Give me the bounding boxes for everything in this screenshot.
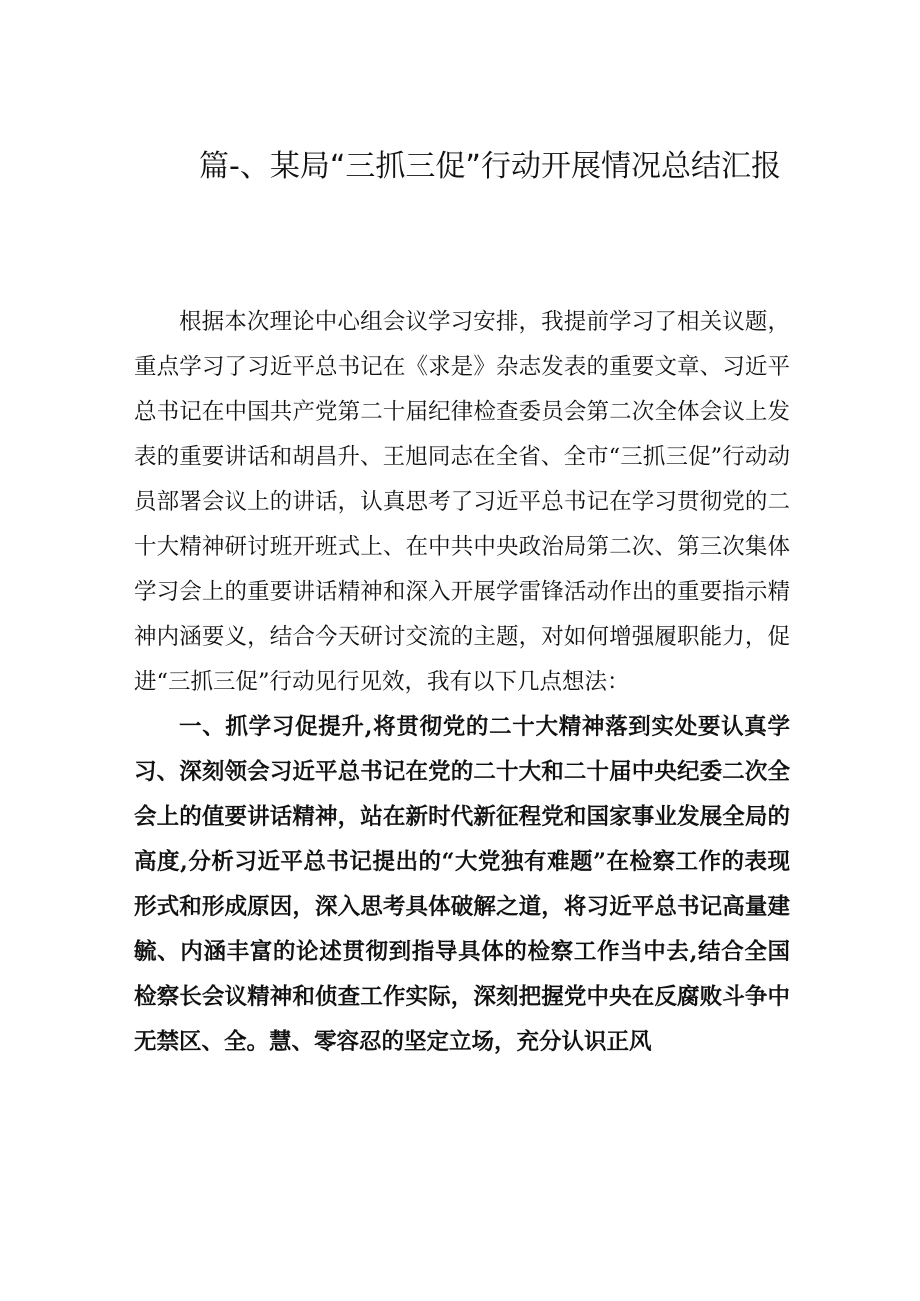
document-title: 篇-、某局“三抓三促”行动开展情况总结汇报 [199,149,781,184]
paragraph-intro: 根据本次理论中心组会议学习安排，我提前学习了相关议题，重点学习了习近平总书记在《求是》杂志发表的重要文章、习近平总书记在中国共产党第二十届纪律检查委员会第二次全体会议上发表的重要讲话和胡昌升、王旭同志在全省、全市“三抓三促”行动动员部署会议上的讲话，认真思考了习近平总书记在学习贯彻党的二十大精神研讨班开班式上、在中共中央政治局第二次、第三次集体学习会上的重要讲话精神和深入开展学雷锋活动作出的重要指示精神内涵要义，结合今天研讨交流的主题，对如何增强履职能力，促进“三抓三促”行动见行见效，我有以下几点想法： [134,309,790,695]
paragraph-section-one: 一、抓学习促提升,将贯彻党的二十大精神落到实处要认真学习、深刻领会习近平总书记在党的二十大和二十届中央纪委二次全会上的值要讲话精神，站在新时代新征程党和国家事业发展全局的高度,分析习近平总书记提出的“大党独有难题”在检察工作的表现形式和形成原因，深入思考具体破解之道，将习近平总书记高量建毓、内涵丰富的论述贯彻到指导具体的检察工作当中去,结合全国检察长会议精神和侦查工作实际，深刻把握党中央在反腐败斗争中无禁区、全。慧、零容忍的坚定立场，充分认识正风 [134,714,790,1055]
document-body [134,300,790,1065]
